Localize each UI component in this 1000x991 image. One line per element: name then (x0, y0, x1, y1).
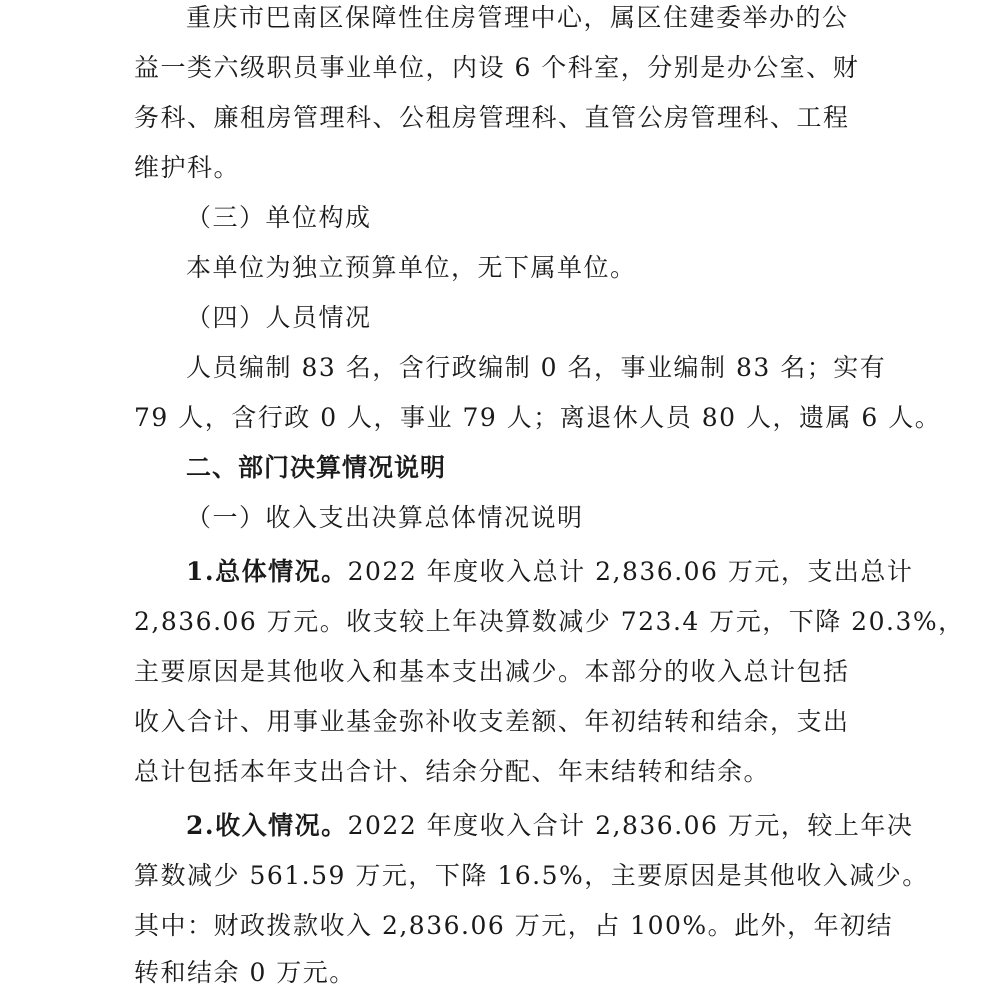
paragraph-line: 收入合计、用事业基金弥补收支差额、年初结转和结余，支出 (134, 707, 850, 736)
line-text: 2022 年度收入总计 2,836.06 万元，支出总计 (347, 557, 914, 586)
paragraph-line: 务科、廉租房管理科、公租房管理科、直管公房管理科、工程 (134, 103, 850, 132)
lead-term-overall: 1.总体情况。 (186, 557, 348, 586)
paragraph-line: 人员编制 83 名，含行政编制 0 名，事业编制 83 名；实有 (186, 353, 887, 382)
paragraph-line: 总计包括本年支出合计、结余分配、年末结转和结余。 (134, 757, 771, 786)
paragraph-line: 2,836.06 万元。收支较上年决算数减少 723.4 万元，下降 20.3%， (134, 607, 965, 636)
paragraph-line: 益一类六级职员事业单位，内设 6 个科室，分别是办公室、财 (134, 53, 860, 82)
lead-term-income: 2.收入情况。 (186, 811, 348, 840)
subsection-heading: （四）人员情况 (186, 303, 372, 332)
subsection-heading: （一）收入支出决算总体情况说明 (186, 503, 584, 532)
paragraph-line: 本单位为独立预算单位，无下属单位。 (186, 253, 637, 282)
subsection-heading: （三）单位构成 (186, 203, 372, 232)
paragraph-line (186, 811, 913, 841)
section-heading: 二、部门决算情况说明 (186, 453, 447, 482)
paragraph-line: 算数减少 561.59 万元，下降 16.5%，主要原因是其他收入减少。 (134, 861, 929, 890)
line-text: 2022 年度收入合计 2,836.06 万元，较上年决 (347, 811, 914, 840)
paragraph-line: 转和结余 0 万元。 (134, 958, 356, 987)
paragraph-line: 主要原因是其他收入和基本支出减少。本部分的收入总计包括 (134, 657, 850, 686)
paragraph-line: 其中：财政拨款收入 2,836.06 万元，占 100%。此外，年初结 (134, 911, 894, 940)
paragraph-line (186, 557, 913, 587)
paragraph-line: 维护科。 (134, 153, 241, 182)
paragraph-line: 79 人，含行政 0 人，事业 79 人；离退休人员 80 人，遗属 6 人。 (134, 403, 942, 432)
paragraph-line: 重庆市巴南区保障性住房管理中心，属区住建委举办的公 (186, 3, 849, 32)
